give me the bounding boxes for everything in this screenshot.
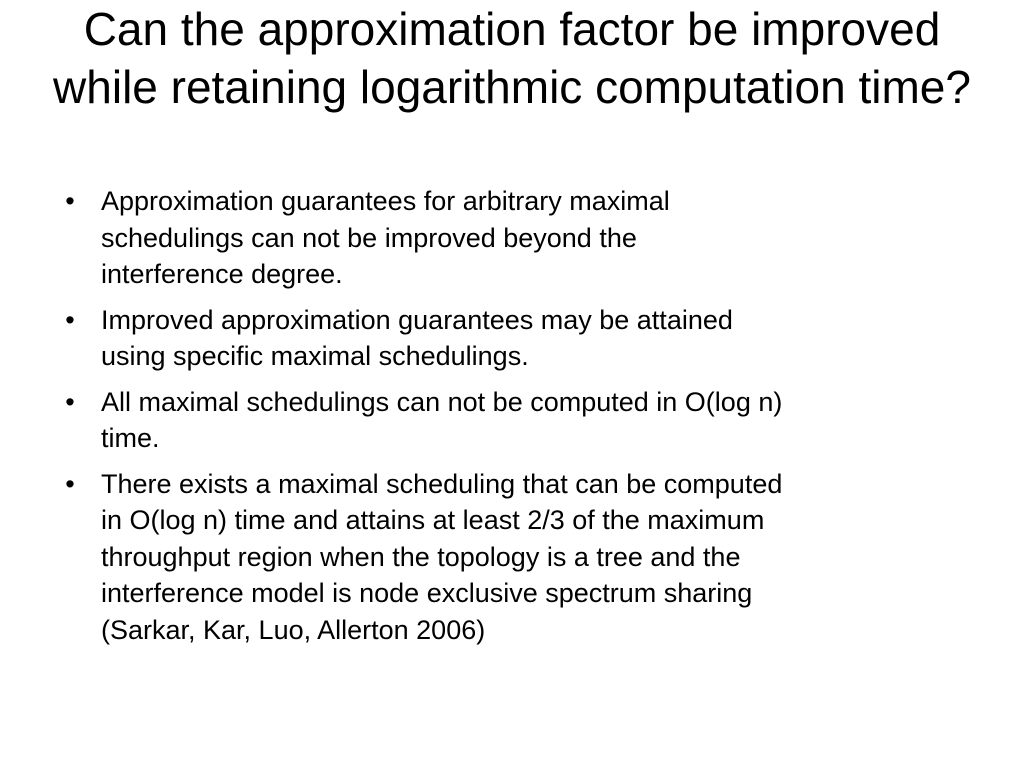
bullet-text: Improved approximation guarantees may be attained using specific maximal schedulings. (101, 304, 733, 371)
bullet-text: Approximation guarantees for arbitrary maximal schedulings can not be improved beyond the interference degree. (101, 186, 670, 289)
bullet-item (60, 302, 980, 375)
slide-title: Can the approximation factor be improved while retaining logarithmic computation time? (53, 3, 971, 113)
bullet-text: All maximal schedulings can not be computed in O(log n) time. (101, 386, 783, 453)
bullet-icon: • (65, 304, 75, 335)
bullet-item (60, 183, 980, 293)
bullet-list (60, 183, 980, 657)
bullet-item (60, 384, 980, 457)
bullet-icon: • (65, 468, 75, 499)
bullet-item (60, 466, 980, 649)
bullet-text: There exists a maximal scheduling that can be computed in O(log n) time and attains at least 2/3 of the maximum throughput region when the topology is a tree and the interference model is node exclusive spectrum sharing (Sarkar, Kar, Luo, Allerton 2006) (101, 468, 783, 645)
bullet-icon: • (65, 386, 75, 417)
bullet-icon: • (65, 186, 75, 216)
